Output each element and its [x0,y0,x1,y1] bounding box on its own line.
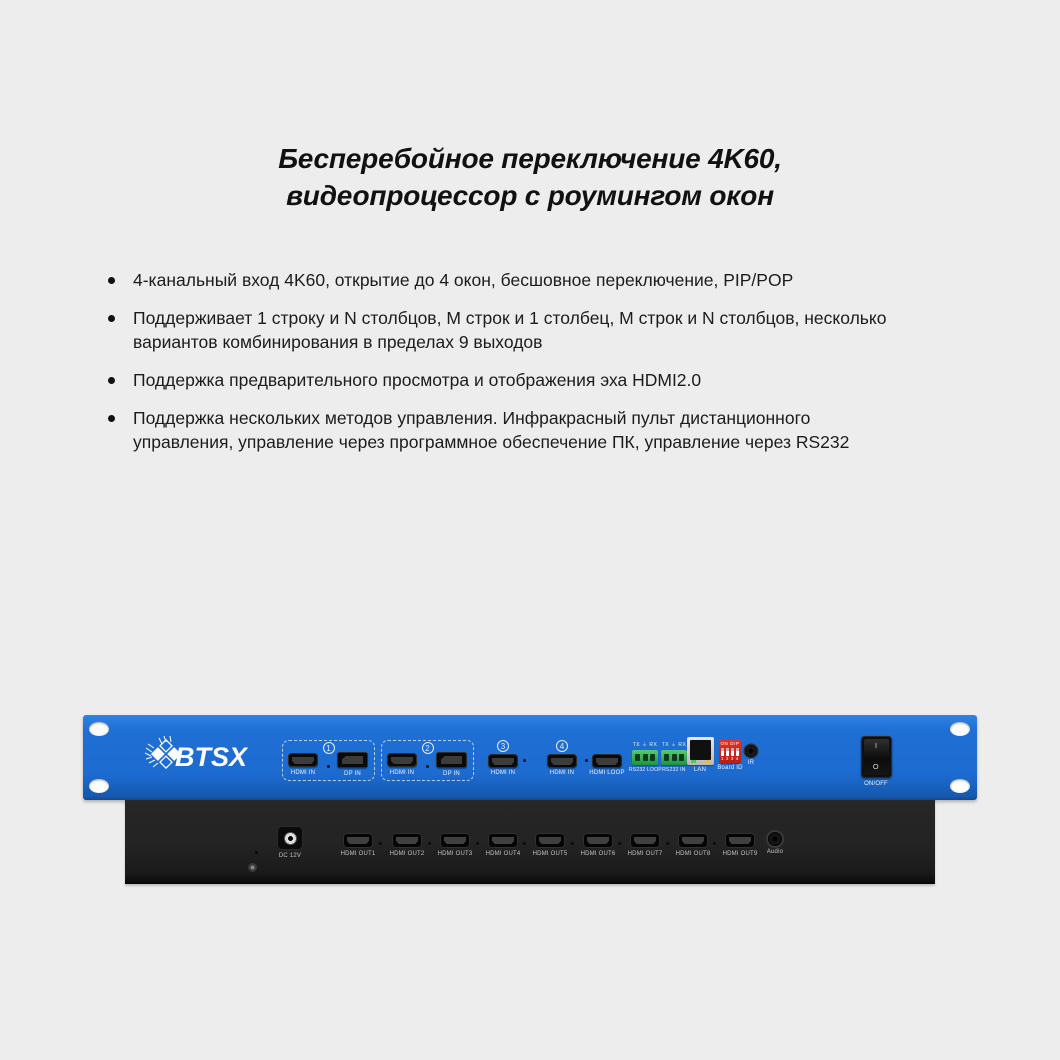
screw-dot [571,842,574,845]
hdmi-out-port [576,833,620,857]
terminal-block-icon [632,750,658,765]
rack-mount-hole [950,779,970,793]
screw-dot [426,765,429,768]
port-label: LAN [693,767,707,773]
input-group-1 [282,740,375,781]
port-label: HDMI IN [549,770,575,776]
hdmi-port-icon [488,833,518,848]
jack-icon [745,745,757,757]
rack-mount-hole [89,779,109,793]
group-number-badge: 1 [323,742,335,754]
power-off-mark: O [873,763,879,772]
hdmi-port-icon [535,833,565,848]
port-label: DP IN [443,771,460,777]
bullet-icon [108,315,115,322]
feature-text: Поддержка нескольких методов управления. Инфракрасный пульт дистанционного управления, управление через программное обеспечение ПК, управление через RS232 [133,408,850,452]
port-label: HDMI OUT5 [532,851,568,857]
bullet-icon [108,277,115,284]
dc-power-jack [270,826,310,859]
dp-in-port-2 [436,752,467,777]
hdmi-in-port-3 [483,740,523,776]
port-label: HDMI OUT6 [580,851,616,857]
port-label: HDMI IN [290,770,316,776]
feature-text: 4-канальный вход 4K60, открытие до 4 окон, бесшовное переключение, PIP/POP [133,270,794,290]
hdmi-port-icon [440,833,470,848]
hdmi-out-port [481,833,525,857]
screw-dot [523,842,526,845]
hdmi-out-port [336,833,380,857]
hdmi-out-port [718,833,762,857]
port-label: RS232 LOOP [628,767,662,773]
port-label: IR [747,760,755,766]
port-label: HDMI OUT2 [389,851,425,857]
list-item [108,306,908,354]
hdmi-port-icon [288,753,318,767]
screw-icon [248,863,257,872]
group-number-badge: 4 [556,740,568,752]
port-label: ON/OFF [864,781,888,787]
port-label: HDMI IN [389,770,415,776]
terminal-pin-labels: TX ⏚ RX [661,742,687,748]
screw-dot [666,842,669,845]
feature-text: Поддерживает 1 строку и N столбцов, M строк и 1 столбец, M строк и N столбцов, несколько вариантов комбинирования в пределах 9 выходов [133,308,887,352]
hdmi-in-port-4 [542,740,582,776]
hdmi-in-port-1 [288,753,318,776]
port-label: HDMI IN [490,770,516,776]
screw-dot [255,851,258,854]
hdmi-port-icon [387,753,417,767]
ir-jack [741,745,761,766]
dp-port-icon [436,752,467,768]
port-label: HDMI LOOP [589,770,625,776]
screw-dot [327,765,330,768]
screw-dot [428,842,431,845]
hdmi-port-icon [583,833,613,848]
product-title-line1: Бесперебойное переключение 4K60, [278,143,782,174]
port-label: HDMI OUT3 [437,851,473,857]
list-item [108,406,908,454]
hdmi-out-port [433,833,477,857]
screw-dot [618,842,621,845]
hdmi-port-icon [630,833,660,848]
rs232-loop-terminal [630,741,660,773]
port-label: HDMI OUT1 [340,851,376,857]
screw-dot [379,842,382,845]
dip-top-label: ON DIP [720,741,740,746]
power-switch [858,736,894,787]
hdmi-port-icon [592,754,622,768]
port-label: HDMI OUT9 [722,851,758,857]
jack-icon [768,832,782,846]
group-number-badge: 3 [497,740,509,752]
dc-jack-icon [277,826,303,850]
hdmi-in-port-2 [387,753,417,776]
port-label: HDMI OUT8 [675,851,711,857]
feature-text: Поддержка предварительного просмотра и отображения эха HDMI2.0 [133,370,702,390]
hdmi-out-port [385,833,429,857]
dip-switch-icon [719,740,741,763]
hdmi-port-icon [678,833,708,848]
port-label: DP IN [344,771,361,777]
dp-in-port-1 [337,752,368,777]
screw-dot [523,759,526,762]
port-label: RS232 IN [662,767,686,773]
audio-jack [760,832,790,855]
power-switch-icon [861,736,892,778]
product-title [0,140,1060,214]
bullet-icon [108,377,115,384]
hdmi-out-port [671,833,715,857]
hdmi-loop-port [587,740,627,776]
hdmi-out-port [623,833,667,857]
port-label: Board ID [717,765,743,771]
screw-dot [713,842,716,845]
device-front-panel [83,715,977,800]
port-label: HDMI OUT4 [485,851,521,857]
dp-port-icon [337,752,368,768]
power-on-mark: I [875,743,877,750]
brand-logo [145,735,265,780]
device-rear-panel [125,798,935,884]
port-label: DC 12V [278,853,302,859]
port-label: HDMI OUT7 [627,851,663,857]
input-group-2 [381,740,474,781]
hdmi-port-icon [547,754,577,768]
group-number-badge: 2 [422,742,434,754]
hdmi-port-icon [343,833,373,848]
product-title-line2: видеопроцессор с роумингом окон [286,180,774,211]
terminal-pin-labels: TX ⏚ RX [632,742,658,748]
list-item [108,368,908,392]
hdmi-port-icon [392,833,422,848]
rack-mount-hole [950,722,970,736]
hdmi-port-icon [488,754,518,768]
hdmi-port-icon [725,833,755,848]
port-label: Audio [766,849,784,855]
rack-mount-hole [89,722,109,736]
brand-logo-text: BTSX [175,742,248,772]
ethernet-port-icon [687,737,714,765]
dip-number-labels: 1 2 3 4 [721,755,739,761]
hdmi-out-port [528,833,572,857]
screw-dot [476,842,479,845]
bullet-icon [108,415,115,422]
lan-port [683,737,717,773]
list-item [108,268,908,292]
feature-list [108,268,908,468]
